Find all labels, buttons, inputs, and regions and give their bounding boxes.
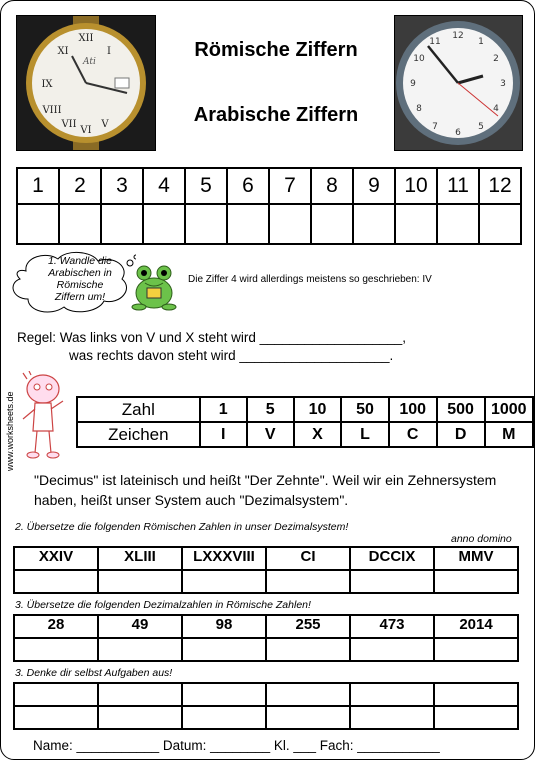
own-task-cell[interactable]	[350, 706, 434, 729]
arabic-cell: 2	[59, 168, 101, 204]
own-task-cell[interactable]	[434, 706, 518, 729]
answer-cell[interactable]	[101, 204, 143, 244]
ex4-table	[13, 682, 519, 730]
note-four: Die Ziffer 4 wird allerdings meistens so geschrieben: IV	[188, 274, 432, 285]
decimal-item: 473	[350, 615, 434, 638]
answer-cell[interactable]	[266, 570, 350, 593]
arabic-cell: 1	[17, 168, 59, 204]
own-task-cell[interactable]	[350, 683, 434, 706]
svg-text:IX: IX	[41, 79, 53, 90]
symbol-cell: V	[247, 422, 294, 447]
roman-watch-photo	[16, 15, 156, 151]
decimal-item: 98	[182, 615, 266, 638]
svg-text:11: 11	[429, 37, 441, 47]
own-task-cell[interactable]	[14, 706, 98, 729]
mascot-figure	[19, 371, 69, 461]
rule-line2: was rechts davon steht wird ____________________.	[69, 348, 394, 363]
own-task-cell[interactable]	[182, 683, 266, 706]
own-task-cell[interactable]	[434, 683, 518, 706]
symbol-cell: C	[389, 422, 437, 447]
arabic-cell: 9	[353, 168, 395, 204]
value-cell: 100	[389, 397, 437, 422]
value-cell: 10	[294, 397, 341, 422]
svg-text:I: I	[107, 46, 111, 57]
ex4-instruction: 3. Denke dir selbst Aufgaben aus!	[15, 667, 173, 679]
svg-text:1: 1	[478, 37, 484, 47]
svg-text:VI: VI	[80, 125, 92, 136]
own-task-cell[interactable]	[14, 683, 98, 706]
answer-cell[interactable]	[143, 204, 185, 244]
svg-text:V: V	[101, 119, 109, 130]
symbol-cell: X	[294, 422, 341, 447]
own-task-cell[interactable]	[98, 683, 182, 706]
svg-text:2: 2	[493, 54, 499, 64]
value-cell: 1000	[485, 397, 533, 422]
value-cell: 50	[341, 397, 388, 422]
svg-text:3: 3	[500, 79, 506, 89]
answer-cell[interactable]	[350, 570, 434, 593]
roman-item: CI	[266, 547, 350, 570]
svg-text:9: 9	[410, 79, 416, 89]
own-task-cell[interactable]	[182, 706, 266, 729]
row-label-zeichen: Zeichen	[77, 422, 200, 447]
answer-cell[interactable]	[395, 204, 437, 244]
svg-text:XI: XI	[57, 46, 69, 57]
arabic-cell: 7	[269, 168, 311, 204]
decimal-item: 49	[98, 615, 182, 638]
roman-item: XLIII	[98, 547, 182, 570]
answer-cell[interactable]	[434, 638, 518, 661]
ex2-instruction: 2. Übersetze die folgenden Römischen Zahlen in unser Dezimalsystem!	[15, 521, 349, 533]
arabic-cell: 11	[437, 168, 479, 204]
answer-cell[interactable]	[269, 204, 311, 244]
roman-item: LXXXVIII	[182, 547, 266, 570]
answer-cell[interactable]	[98, 570, 182, 593]
decimal-item: 2014	[434, 615, 518, 638]
arabic-watch-photo	[394, 15, 523, 151]
own-task-cell[interactable]	[98, 706, 182, 729]
roman-symbols-table	[76, 396, 534, 448]
ex2-table	[13, 546, 519, 594]
own-task-cell[interactable]	[266, 683, 350, 706]
symbol-cell: L	[341, 422, 388, 447]
svg-text:7: 7	[432, 122, 438, 132]
rule-line1: Regel: Was links von V und X steht wird ___________________,	[17, 330, 407, 345]
ex3-table	[13, 614, 519, 662]
answer-cell[interactable]	[311, 204, 353, 244]
arabic-numbers-table	[16, 167, 522, 245]
title-arabic: Arabische Ziffern	[193, 104, 359, 126]
row-label-zahl: Zahl	[77, 397, 200, 422]
answer-cell[interactable]	[350, 638, 434, 661]
svg-text:5: 5	[478, 122, 484, 132]
arabic-cell: 5	[185, 168, 227, 204]
svg-text:Ati: Ati	[83, 57, 96, 67]
svg-text:8: 8	[416, 104, 422, 114]
anno-domino-label: anno domino	[451, 533, 512, 545]
decimus-text: "Decimus" ist lateinisch und heißt "Der Zehnte". Weil wir ein Zehnersystem haben, heißt unser System auch "Dezimalsystem".	[34, 472, 497, 508]
roman-item: XXIV	[14, 547, 98, 570]
answer-cell[interactable]	[14, 570, 98, 593]
own-task-cell[interactable]	[266, 706, 350, 729]
answer-cell[interactable]	[479, 204, 521, 244]
answer-cell[interactable]	[182, 570, 266, 593]
svg-text:12: 12	[452, 31, 464, 41]
value-cell: 5	[247, 397, 294, 422]
ex3-instruction: 3. Übersetze die folgenden Dezimalzahlen in Römische Zahlen!	[15, 599, 311, 611]
symbol-cell: D	[437, 422, 485, 447]
side-website-text: www.worksheets.de	[5, 391, 15, 471]
arabic-cell: 6	[227, 168, 269, 204]
symbol-cell: I	[200, 422, 247, 447]
answer-cell[interactable]	[437, 204, 479, 244]
frog-icon	[131, 263, 177, 311]
decimal-item: 255	[266, 615, 350, 638]
arabic-cell: 3	[101, 168, 143, 204]
arabic-cell: 8	[311, 168, 353, 204]
value-cell: 1	[200, 397, 247, 422]
answer-cell[interactable]	[14, 638, 98, 661]
answer-cell[interactable]	[59, 204, 101, 244]
answer-cell[interactable]	[434, 570, 518, 593]
roman-item: MMV	[434, 547, 518, 570]
cloud-text: 1. Wandle die Arabischen in Römische Ziffern um!	[47, 255, 112, 303]
arabic-cell: 10	[395, 168, 437, 204]
svg-text:6: 6	[455, 128, 461, 138]
svg-text:10: 10	[413, 54, 425, 64]
answer-cell[interactable]	[98, 638, 182, 661]
answer-cell[interactable]	[266, 638, 350, 661]
answer-cell[interactable]	[353, 204, 395, 244]
title-roman: Römische Ziffern	[194, 39, 358, 61]
svg-text:XII: XII	[78, 33, 94, 44]
arabic-cell: 4	[143, 168, 185, 204]
answer-cell[interactable]	[185, 204, 227, 244]
answer-cell[interactable]	[182, 638, 266, 661]
arabic-cell: 12	[479, 168, 521, 204]
roman-item: DCCIX	[350, 547, 434, 570]
footer-fields: Name: ___________ Datum: ________ Kl. ___ Fach: ___________	[33, 738, 440, 753]
svg-text:4: 4	[493, 104, 499, 114]
value-cell: 500	[437, 397, 485, 422]
decimal-item: 28	[14, 615, 98, 638]
svg-text:VIII: VIII	[42, 105, 62, 116]
symbol-cell: M	[485, 422, 533, 447]
answer-cell[interactable]	[17, 204, 59, 244]
answer-cell[interactable]	[227, 204, 269, 244]
svg-text:VII: VII	[61, 119, 77, 130]
